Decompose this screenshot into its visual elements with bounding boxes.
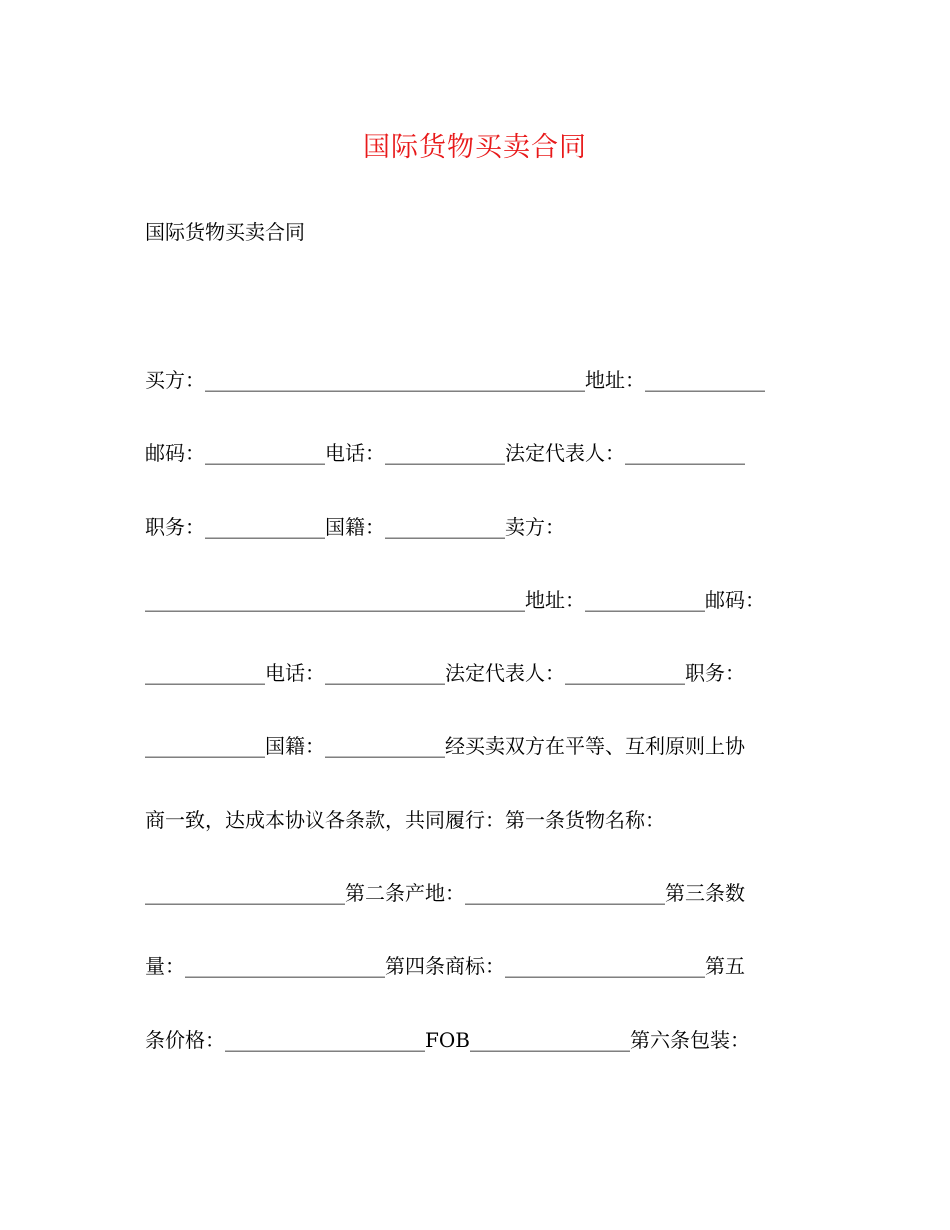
document-title: 国际货物买卖合同 bbox=[363, 132, 587, 163]
contract-line-origin: ____________________第二条产地：____________________第三条数 bbox=[145, 881, 745, 906]
contract-line-agreement: 商一致，达成本协议各条款，共同履行：第一条货物名称： bbox=[145, 807, 665, 832]
contract-line-seller-address: ______________________________________地址：____________邮码： bbox=[145, 587, 765, 612]
contract-line-quantity: 量：____________________第四条商标：____________________第五 bbox=[145, 954, 745, 979]
document-subtitle: 国际货物买卖合同 bbox=[145, 220, 305, 244]
contract-line-seller-nationality: ____________国籍：____________经买卖双方在平等、互利原则上协 bbox=[145, 734, 745, 759]
contract-line-buyer-contact: 邮码：____________电话：____________法定代表人：____________ bbox=[145, 441, 745, 466]
contract-line-buyer-position: 职务：____________国籍：____________卖方： bbox=[145, 514, 565, 539]
contract-line-seller-contact: ____________电话：____________法定代表人：____________职务： bbox=[145, 661, 745, 686]
contract-line-price: 条价格：____________________FOB________________第六条包装： bbox=[145, 1027, 750, 1052]
contract-body bbox=[145, 364, 805, 1097]
contract-line-buyer: 买方：______________________________________地址：____________ bbox=[145, 368, 765, 392]
